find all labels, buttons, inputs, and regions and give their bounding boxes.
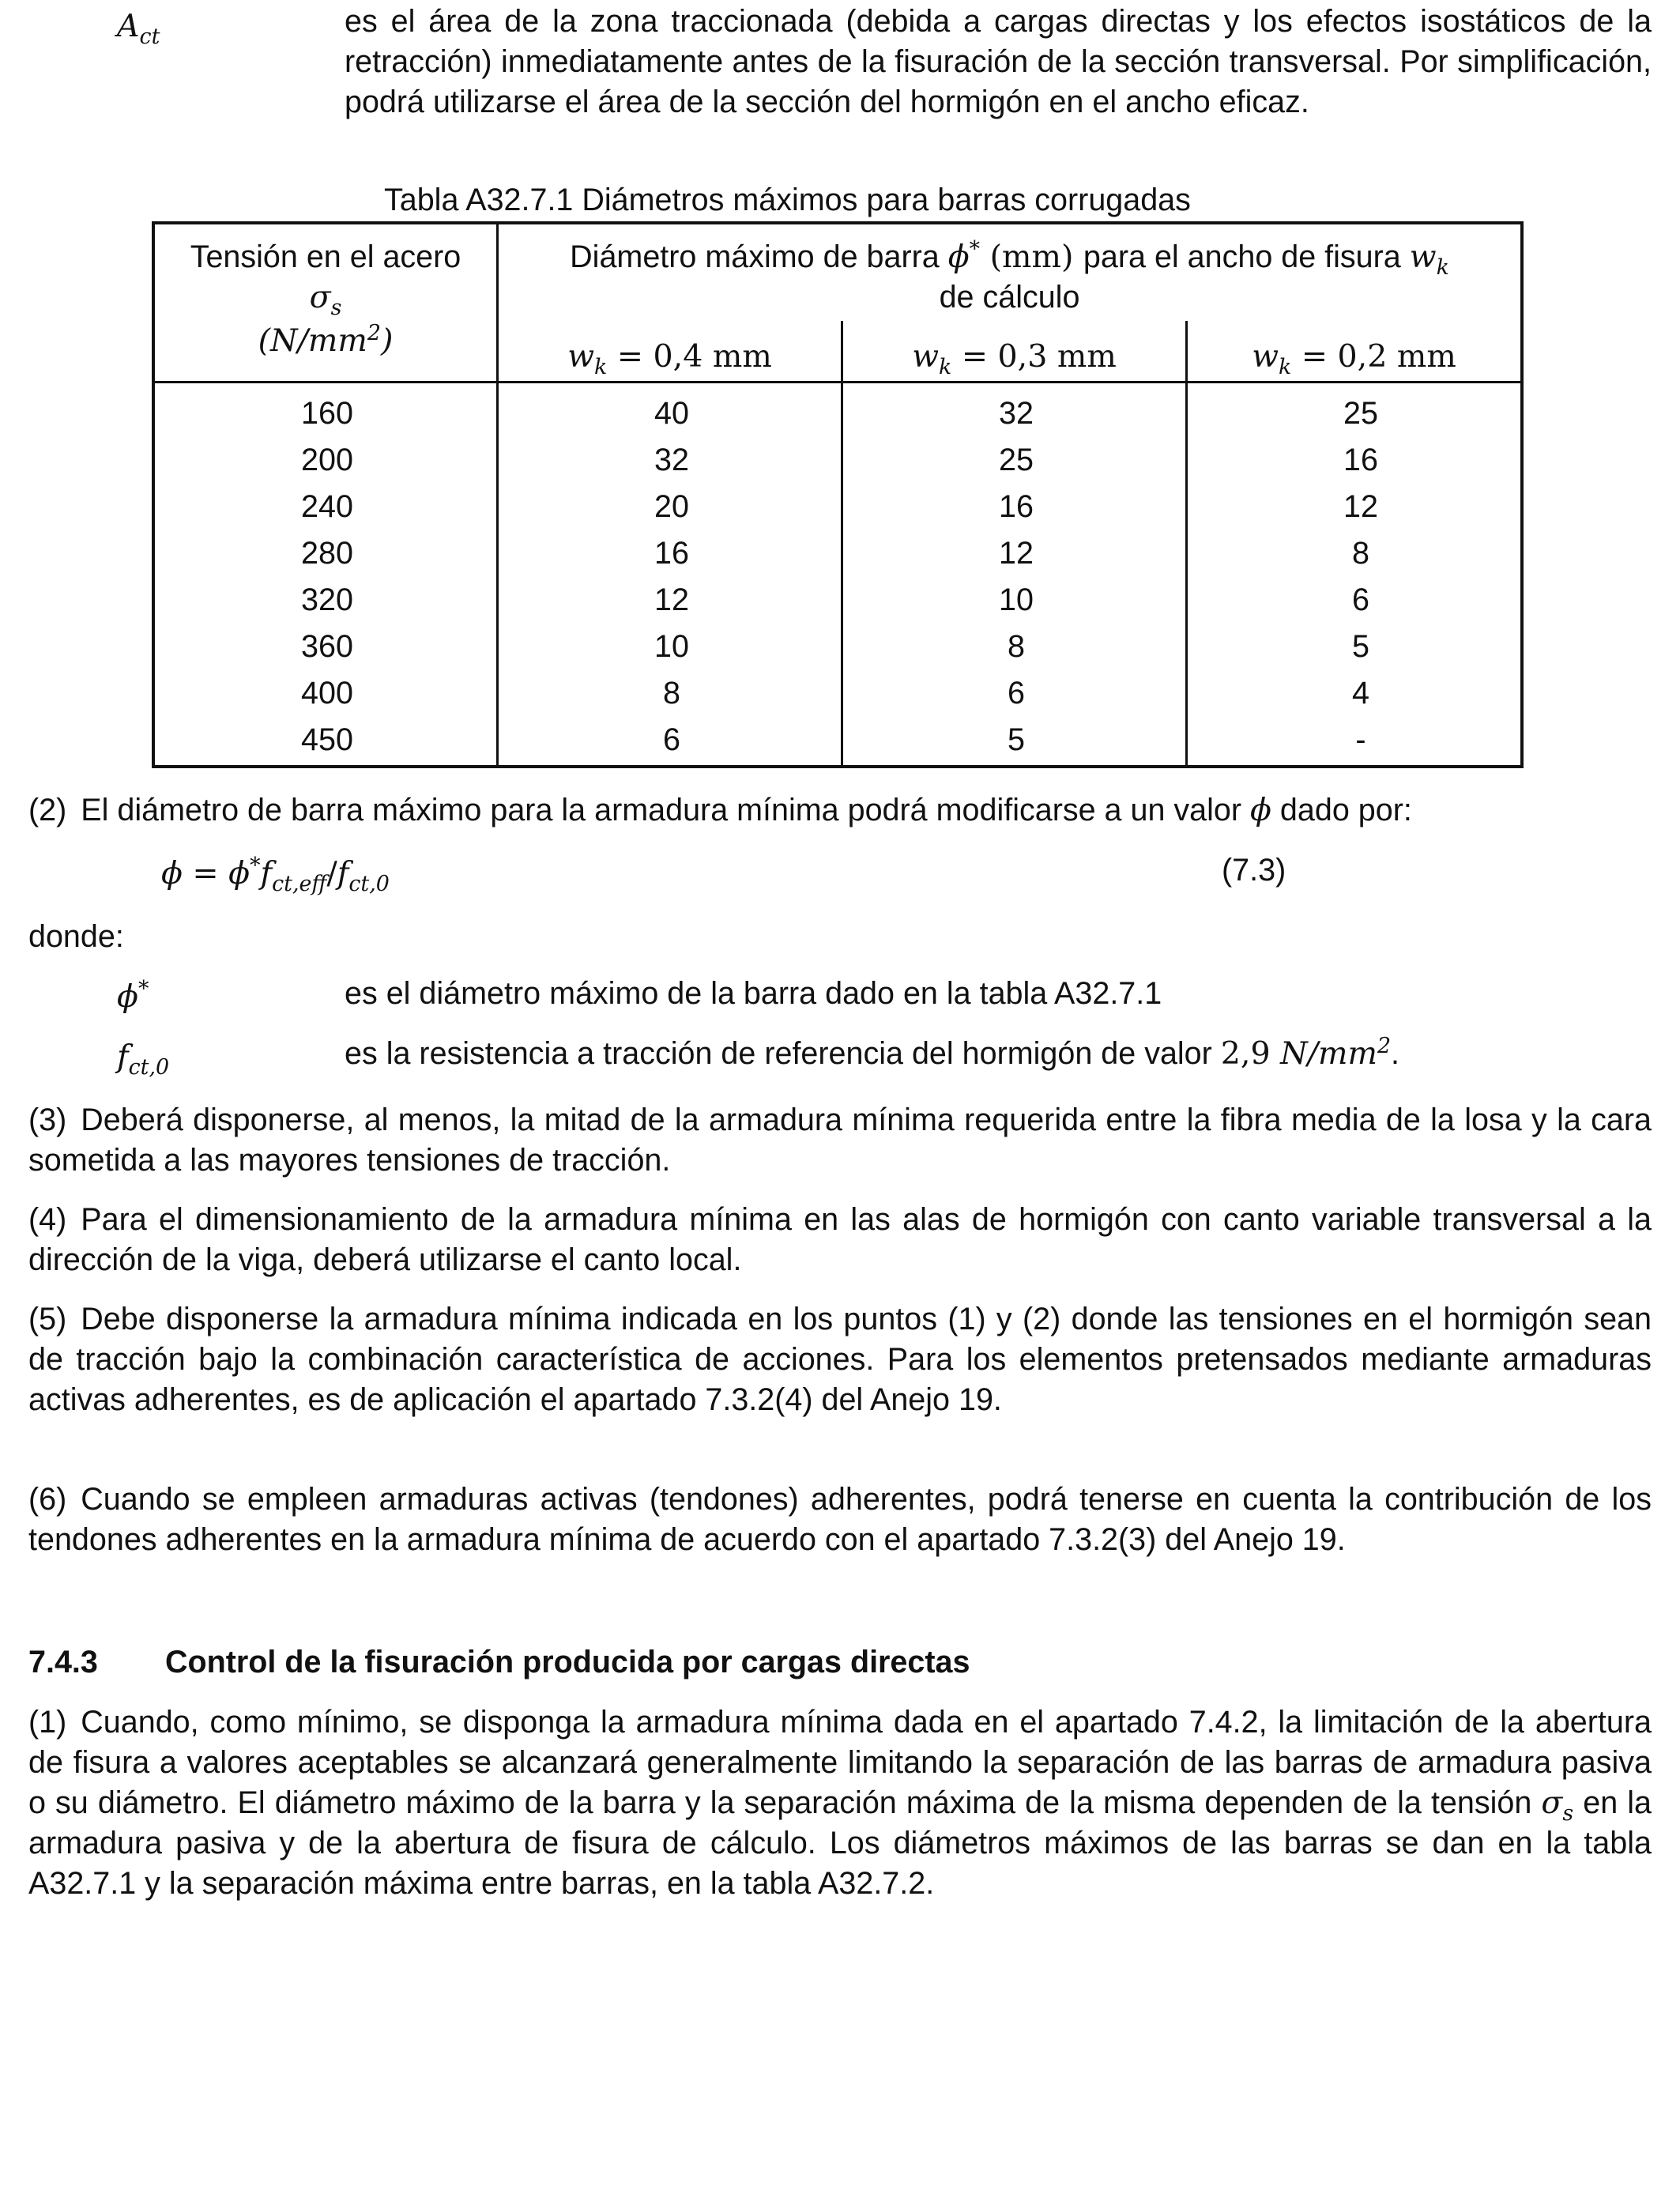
act-definition-text: es el área de la zona traccionada (debida a cargas directas y los efectos isostáticos de la retracción) inmediatamente antes de la fisuración de la sección transversal. Por simplificación, podrá utilizarse el área de la sección del hormigón en el ancho eficaz. — [345, 4, 1652, 119]
cell-wk04: 32 — [654, 443, 689, 477]
col-header-stress-symbol: $\sigma_s$ — [309, 279, 342, 320]
cell-wk03: 5 — [1008, 722, 1025, 757]
equation-number: (7.3) — [1222, 853, 1286, 888]
cell-wk04: 16 — [654, 536, 689, 571]
cell-wk04: 8 — [663, 676, 680, 711]
paragraph-3: (3) Deberá disponerse, al menos, la mitad de la armadura mínima requerida entre la fibra media de la losa y la cara sometida a las mayores tensiones de tracción. — [28, 1103, 1652, 1178]
cell-wk02: 16 — [1343, 443, 1378, 477]
group-header-diameter: Diámetro máximo de barra ϕ* (mm) para el ancho de fisura $w_k$ de cálculo — [570, 236, 1449, 315]
paragraph-6: (6) Cuando se empleen armaduras activas (tendones) adherentes, podrá tenerse en cuenta la contribución de los tendones adherentes en la armadura mínima de acuerdo con el apartado 7.3.2(3) del Anejo 19. — [28, 1482, 1652, 1557]
col-header-stress-label: Tensión en el acero — [190, 239, 461, 274]
cell-stress: 450 — [301, 722, 353, 757]
diameter-table — [152, 221, 1524, 768]
cell-wk03: 25 — [999, 443, 1034, 477]
fct0-symbol: $f_{ct,0}$ — [117, 1039, 170, 1080]
table-caption: Tabla A32.7.1 Diámetros máximos para barras corrugadas — [384, 183, 1191, 217]
phi-star-symbol: ϕ* — [117, 976, 149, 1015]
cell-stress: 320 — [301, 582, 353, 617]
cell-wk02: 8 — [1352, 536, 1369, 571]
paragraph-2: (2) El diámetro de barra máximo para la armadura mínima podrá modificarse a un valor ϕ dado por: — [28, 792, 1412, 828]
fct0-definition: es la resistencia a tracción de referencia del hormigón de valor 2,9 $N/mm^2$. — [345, 1033, 1400, 1072]
cell-wk04: 6 — [663, 722, 680, 757]
paragraph-743-1: (1) Cuando, como mínimo, se disponga la armadura mínima dada en el apartado 7.4.2, la limitación de la abertura de fisura a valores aceptables se alcanzará generalmente limitando la separación de las barras de armadura pasiva o su diámetro. El diámetro máximo de la barra y la separación máxima de la misma dependen de la tensión $\sigma_s$ en la armadura pasiva y de la abertura de fisura de cálculo. Los diámetros máximos de las barras se dan en la tabla A32.7.1 y la separación máxima entre barras, en la tabla A32.7.2. — [28, 1705, 1652, 1901]
equation-7-3: $\phi = \phi^*f_{ct,eff}/f_{ct,0}$ — [161, 853, 390, 896]
cell-stress: 280 — [301, 536, 353, 571]
cell-wk03: 32 — [999, 396, 1034, 431]
cell-wk03: 16 — [999, 489, 1034, 524]
sub-header-wk-0-4: $w_k = 0,4$ mm — [567, 338, 772, 379]
cell-wk03: 6 — [1008, 676, 1025, 711]
paragraph-5: (5) Debe disponerse la armadura mínima indicada en los puntos (1) y (2) donde las tensiones en el hormigón sean de tracción bajo la combinación característica de acciones. Para los elementos pretensados mediante armaduras activas adherentes, es de aplicación el apartado 7.3.2(4) del Anejo 19. — [28, 1302, 1652, 1417]
cell-stress: 240 — [301, 489, 353, 524]
cell-wk02: 6 — [1352, 582, 1369, 617]
act-symbol: $A_{ct}$ — [117, 8, 160, 49]
col-header-stress-unit: $(N/mm^2)$ — [258, 320, 394, 359]
phi-star-definition: es el diámetro máximo de la barra dado en la tabla A32.7.1 — [345, 976, 1162, 1011]
paragraph-4: (4) Para el dimensionamiento de la armadura mínima en las alas de hormigón con canto variable transversal a la dirección de la viga, deberá utilizarse el canto local. — [28, 1202, 1652, 1277]
cell-wk03: 8 — [1008, 629, 1025, 664]
sub-header-wk-0-3: $w_k = 0,3$ mm — [912, 338, 1117, 379]
donde-label: donde: — [28, 919, 124, 954]
section-heading: 7.4.3 Control de la fisuración producida por cargas directas — [28, 1645, 970, 1679]
cell-wk04: 40 — [654, 396, 689, 431]
cell-stress: 200 — [301, 443, 353, 477]
cell-wk04: 12 — [654, 582, 689, 617]
paragraph-number: (2) — [28, 793, 67, 827]
cell-wk02: 5 — [1352, 629, 1369, 664]
cell-wk02: 4 — [1352, 676, 1369, 711]
cell-wk03: 12 — [999, 536, 1034, 571]
cell-wk04: 20 — [654, 489, 689, 524]
cell-stress: 400 — [301, 676, 353, 711]
cell-wk02: - — [1355, 722, 1366, 757]
cell-wk02: 12 — [1343, 489, 1378, 524]
cell-wk04: 10 — [654, 629, 689, 664]
cell-stress: 360 — [301, 629, 353, 664]
col-header-stress — [155, 237, 496, 361]
sub-header-wk-0-2: $w_k = 0,2$ mm — [1252, 338, 1456, 379]
cell-stress: 160 — [301, 396, 353, 431]
cell-wk03: 10 — [999, 582, 1034, 617]
cell-wk02: 25 — [1343, 396, 1378, 431]
